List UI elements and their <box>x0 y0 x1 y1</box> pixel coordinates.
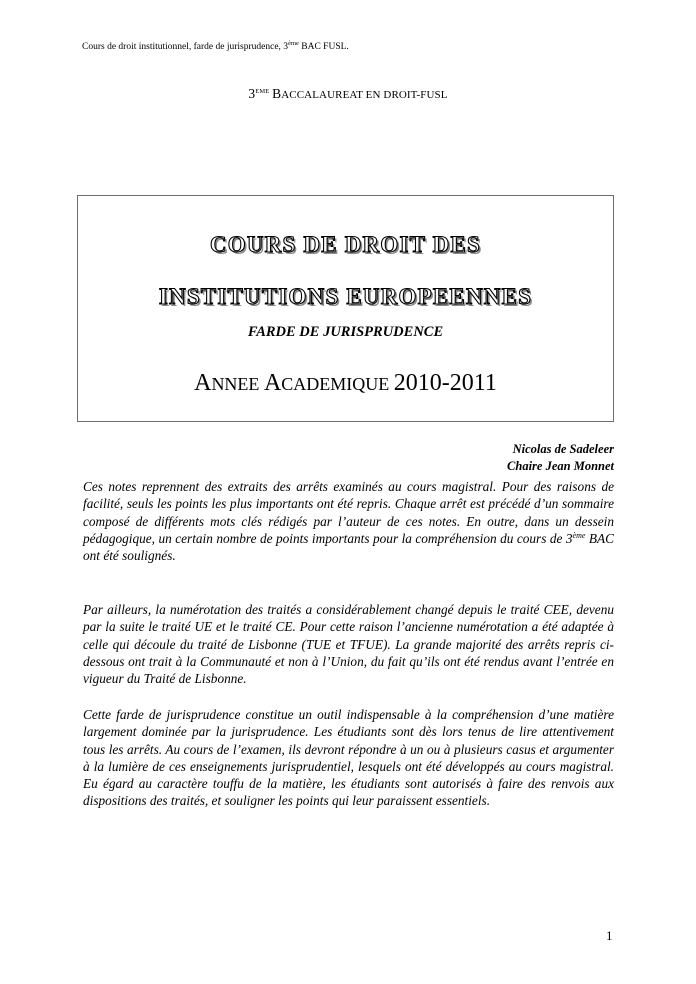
author-name: Nicolas de Sadeleer <box>512 442 614 456</box>
program-initial: B <box>272 86 282 101</box>
year-cap-2: A <box>263 370 282 396</box>
header-superscript: ème <box>288 40 299 47</box>
header-text-end: BAC FUSL. <box>298 42 349 52</box>
paragraph-1-superscript: ème <box>572 530 586 540</box>
author-block <box>507 441 614 475</box>
header-text: Cours de droit institutionnel, farde de jurisprudence, 3 <box>82 42 289 52</box>
course-title-line-1: COURS DE DROIT DES <box>209 232 482 257</box>
program-number: 3 <box>248 86 256 101</box>
intro-paragraph-2: Par ailleurs, la numérotation des traités a considérablement changé depuis le traité CEE, devenu par la suite le traité UE et le traité CE. Pour cette raison l’ancienne numérotation a été adaptée à celle qui découle du traité de Lisbonne (TUE et TFUE). La grande majorité des arrêts repris ci-dessous ont trait à la Communauté et non à l’Union, du fait qu’ils ont été rendus avant l’entrée en vigueur du Traité de Lisbonne. <box>83 602 614 687</box>
page-number: 1 <box>606 928 613 943</box>
author-chair: Chaire Jean Monnet <box>507 459 614 473</box>
year-cap-1: A <box>194 370 212 396</box>
running-header <box>82 40 349 52</box>
program-heading <box>0 86 696 102</box>
program-dash: - <box>416 89 421 101</box>
academic-year <box>78 370 613 397</box>
paragraph-1-text-end: BAC ont été soulignés. <box>83 530 614 564</box>
intro-paragraph-1 <box>83 478 614 564</box>
year-smallcaps-2: CADEMIQUE <box>281 374 394 394</box>
year-number: 2010-2011 <box>393 370 497 396</box>
program-superscript: EME <box>255 88 270 95</box>
course-title-line-2: INSTITUTIONS EUROPEENNES <box>158 284 533 309</box>
course-subtitle: FARDE DE JURISPRUDENCE <box>247 324 444 340</box>
program-text: ACCALAUREAT EN DROIT <box>281 89 417 101</box>
title-box <box>77 195 614 422</box>
year-smallcaps-1: NNEE <box>211 374 264 394</box>
program-institution: FUSL <box>420 89 448 101</box>
intro-paragraph-3: Cette farde de jurisprudence constitue un outil indispensable à la compréhension d’une matière largement dominée par la jurisprudence. Les étudiants sont dès lors tenus de lire attentivement tous les arrêts. Au cours de l’examen, ils devront répondre à un ou à plusieurs casus et argumenter à la lumière de ces enseignements jurisprudentiel, lesquels ont été développés au cours magistral. Eu égard au caractère touffu de la matière, les étudiants sont autorisés à faire des renvois aux dispositions des traités, et souligner les points qui leur paraissent essentiels. <box>83 707 614 809</box>
paragraph-1-text: Ces notes reprennent des extraits des arrêts examinés au cours magistral. Pour des raisons de facilité, seuls les points les plus importants ont été repris. Chaque arrêt est précédé d’un sommaire composé de différents mots clés rédigés par l’auteur de ces notes. En outre, dans un dessein pédagogique, un certain nombre de points importants pour la compréhension du cours de 3 <box>83 479 614 546</box>
